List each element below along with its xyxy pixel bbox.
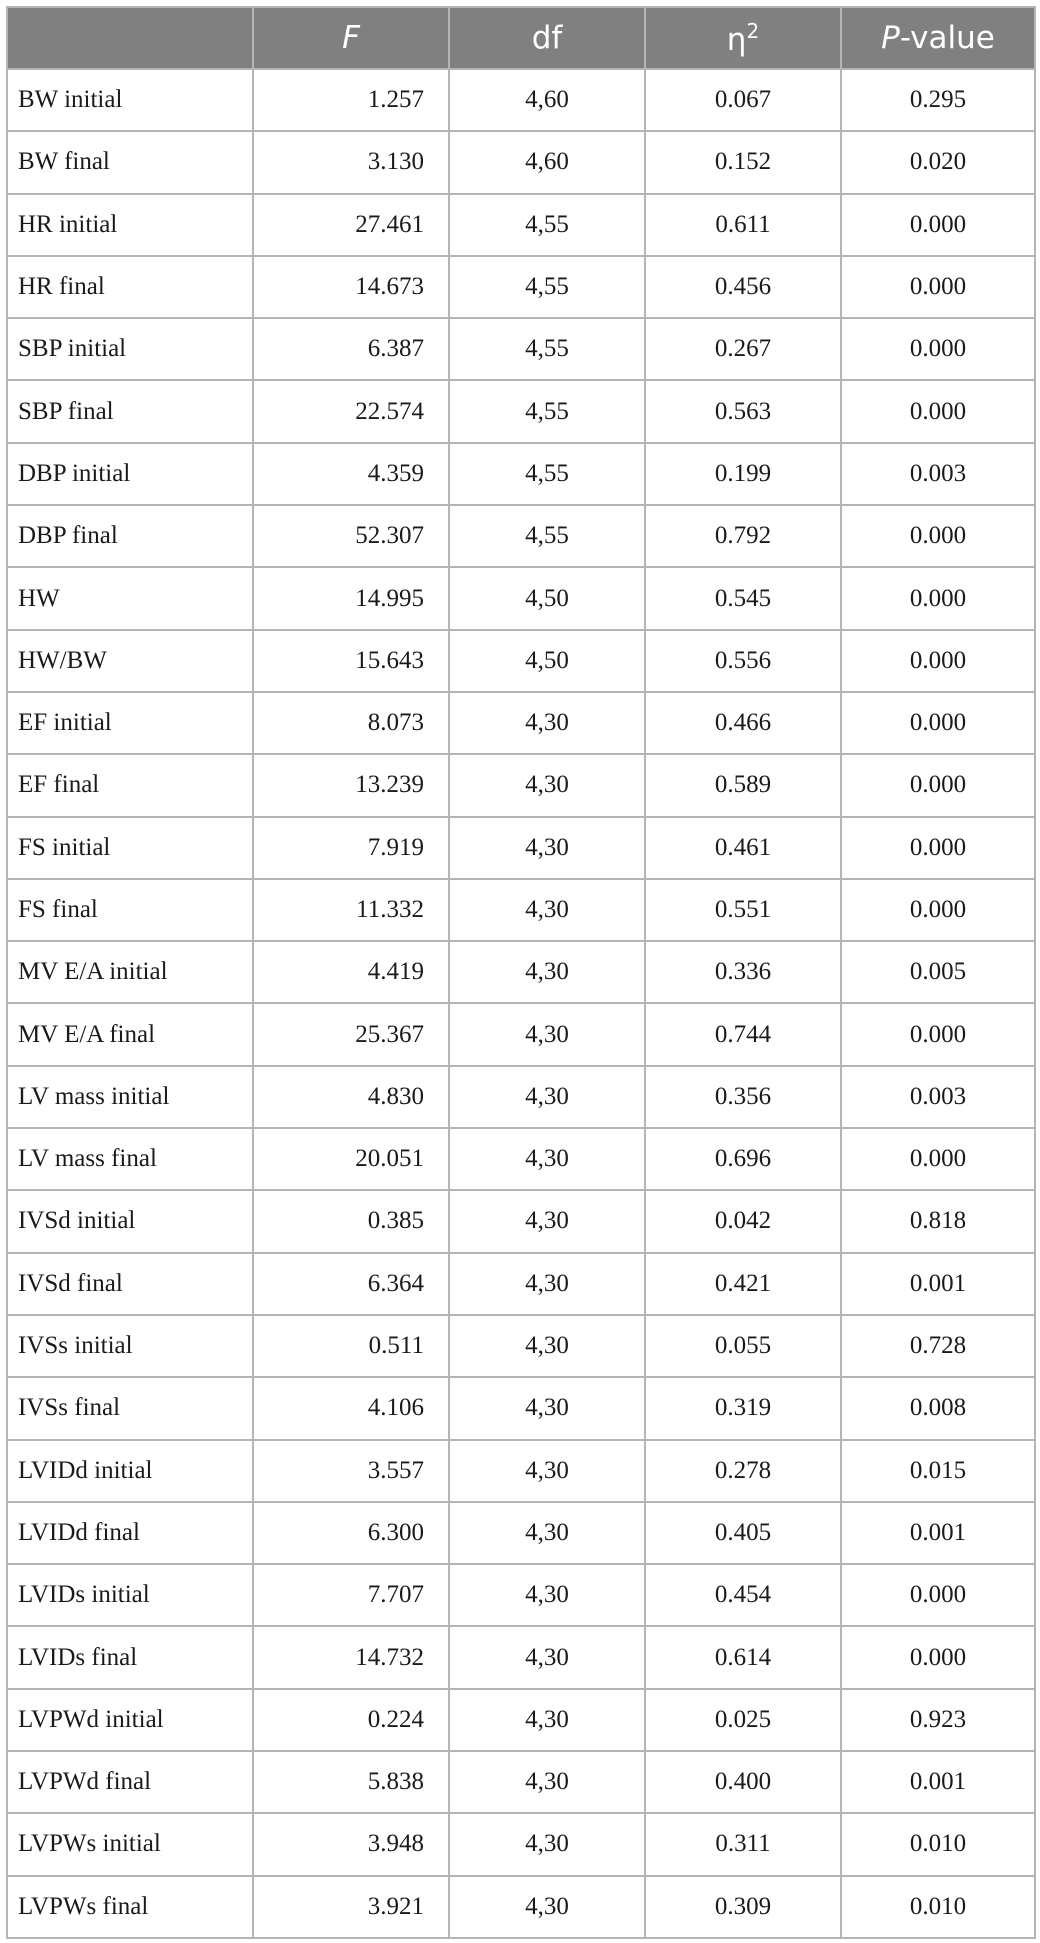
table-row: [7, 817, 1035, 879]
row-label-cell: HW/BW: [7, 630, 253, 692]
row-label-cell: EF final: [7, 754, 253, 816]
eta-squared-cell: 0.152: [645, 131, 841, 193]
eta-squared-cell: 0.466: [645, 692, 841, 754]
row-label-cell: LV mass initial: [7, 1066, 253, 1128]
df-cell: 4,55: [449, 505, 645, 567]
p-value-cell: 0.000: [841, 1128, 1035, 1190]
df-cell: 4,30: [449, 692, 645, 754]
eta-squared-cell: 0.589: [645, 754, 841, 816]
f-statistic-cell: 22.574: [253, 380, 449, 442]
p-value-cell: 0.005: [841, 941, 1035, 1003]
f-statistic-cell: 15.643: [253, 630, 449, 692]
row-label-cell: LVPWd final: [7, 1751, 253, 1813]
row-label-cell: IVSd final: [7, 1253, 253, 1315]
table-row: [7, 256, 1035, 318]
df-cell: 4,55: [449, 443, 645, 505]
row-label-cell: LVIDd initial: [7, 1440, 253, 1502]
table-row: [7, 567, 1035, 629]
f-statistic-cell: 14.673: [253, 256, 449, 318]
row-label-cell: HR initial: [7, 194, 253, 256]
table-row: [7, 69, 1035, 131]
table-row: [7, 1440, 1035, 1502]
header-eta-symbol: η: [726, 21, 747, 58]
p-value-cell: 0.000: [841, 754, 1035, 816]
p-value-cell: 0.000: [841, 630, 1035, 692]
f-statistic-cell: 4.419: [253, 941, 449, 1003]
row-label-cell: SBP initial: [7, 318, 253, 380]
row-label-cell: LVPWd initial: [7, 1689, 253, 1751]
p-value-cell: 0.003: [841, 443, 1035, 505]
eta-squared-cell: 0.311: [645, 1813, 841, 1875]
table-row: [7, 1813, 1035, 1875]
f-statistic-cell: 13.239: [253, 754, 449, 816]
df-cell: 4,30: [449, 1689, 645, 1751]
table-row: [7, 1066, 1035, 1128]
row-label-cell: BW final: [7, 131, 253, 193]
p-value-cell: 0.020: [841, 131, 1035, 193]
eta-squared-cell: 0.199: [645, 443, 841, 505]
table-row: [7, 1502, 1035, 1564]
df-cell: 4,30: [449, 1813, 645, 1875]
table-row: [7, 380, 1035, 442]
statistics-table: [6, 6, 1036, 1939]
p-value-cell: 0.015: [841, 1440, 1035, 1502]
table-row: [7, 754, 1035, 816]
f-statistic-cell: 5.838: [253, 1751, 449, 1813]
row-label-cell: DBP initial: [7, 443, 253, 505]
eta-squared-cell: 0.055: [645, 1315, 841, 1377]
f-statistic-cell: 7.707: [253, 1564, 449, 1626]
header-p-suffix: -value: [899, 20, 995, 56]
df-cell: 4,30: [449, 1876, 645, 1938]
eta-squared-cell: 0.556: [645, 630, 841, 692]
df-cell: 4,55: [449, 256, 645, 318]
table-row: [7, 692, 1035, 754]
p-value-cell: 0.000: [841, 879, 1035, 941]
df-cell: 4,55: [449, 318, 645, 380]
eta-squared-cell: 0.042: [645, 1190, 841, 1252]
f-statistic-cell: 27.461: [253, 194, 449, 256]
df-cell: 4,30: [449, 1377, 645, 1439]
table-row: [7, 941, 1035, 1003]
df-cell: 4,30: [449, 1502, 645, 1564]
row-label-cell: IVSs initial: [7, 1315, 253, 1377]
eta-squared-cell: 0.551: [645, 879, 841, 941]
f-statistic-cell: 52.307: [253, 505, 449, 567]
p-value-cell: 0.923: [841, 1689, 1035, 1751]
f-statistic-cell: 14.995: [253, 567, 449, 629]
table-row: [7, 1003, 1035, 1065]
p-value-cell: 0.000: [841, 505, 1035, 567]
header-eta-exponent: 2: [746, 18, 760, 43]
p-value-cell: 0.295: [841, 69, 1035, 131]
table-row: [7, 194, 1035, 256]
p-value-cell: 0.000: [841, 256, 1035, 318]
f-statistic-cell: 25.367: [253, 1003, 449, 1065]
f-statistic-cell: 4.106: [253, 1377, 449, 1439]
p-value-cell: 0.000: [841, 817, 1035, 879]
eta-squared-cell: 0.461: [645, 817, 841, 879]
df-cell: 4,30: [449, 1315, 645, 1377]
table-row: [7, 505, 1035, 567]
df-cell: 4,30: [449, 941, 645, 1003]
p-value-cell: 0.003: [841, 1066, 1035, 1128]
df-cell: 4,30: [449, 1751, 645, 1813]
df-cell: 4,30: [449, 1190, 645, 1252]
eta-squared-cell: 0.611: [645, 194, 841, 256]
row-label-cell: EF initial: [7, 692, 253, 754]
eta-squared-cell: 0.421: [645, 1253, 841, 1315]
df-cell: 4,60: [449, 131, 645, 193]
row-label-cell: MV E/A initial: [7, 941, 253, 1003]
eta-squared-cell: 0.454: [645, 1564, 841, 1626]
table-body: [7, 69, 1035, 1938]
f-statistic-cell: 3.948: [253, 1813, 449, 1875]
header-eta-squared: [645, 7, 841, 69]
row-label-cell: MV E/A final: [7, 1003, 253, 1065]
eta-squared-cell: 0.744: [645, 1003, 841, 1065]
p-value-cell: 0.001: [841, 1502, 1035, 1564]
f-statistic-cell: 4.830: [253, 1066, 449, 1128]
row-label-cell: IVSd initial: [7, 1190, 253, 1252]
p-value-cell: 0.000: [841, 1564, 1035, 1626]
df-cell: 4,30: [449, 1564, 645, 1626]
header-df: df: [449, 7, 645, 69]
row-label-cell: LVIDs initial: [7, 1564, 253, 1626]
p-value-cell: 0.000: [841, 380, 1035, 442]
row-label-cell: HW: [7, 567, 253, 629]
df-cell: 4,50: [449, 630, 645, 692]
f-statistic-cell: 6.387: [253, 318, 449, 380]
header-p-prefix: P: [881, 20, 900, 56]
f-statistic-cell: 11.332: [253, 879, 449, 941]
f-statistic-cell: 6.364: [253, 1253, 449, 1315]
eta-squared-cell: 0.400: [645, 1751, 841, 1813]
df-cell: 4,55: [449, 380, 645, 442]
df-cell: 4,30: [449, 1626, 645, 1688]
p-value-cell: 0.000: [841, 692, 1035, 754]
f-statistic-cell: 14.732: [253, 1626, 449, 1688]
table-row: [7, 1190, 1035, 1252]
header-label-cell: [7, 7, 253, 69]
df-cell: 4,30: [449, 1440, 645, 1502]
eta-squared-cell: 0.336: [645, 941, 841, 1003]
table-row: [7, 1689, 1035, 1751]
df-cell: 4,30: [449, 1066, 645, 1128]
header-row: [7, 7, 1035, 69]
row-label-cell: BW initial: [7, 69, 253, 131]
f-statistic-cell: 3.921: [253, 1876, 449, 1938]
f-statistic-cell: 7.919: [253, 817, 449, 879]
row-label-cell: LVPWs final: [7, 1876, 253, 1938]
table-row: [7, 1751, 1035, 1813]
row-label-cell: LVIDd final: [7, 1502, 253, 1564]
eta-squared-cell: 0.792: [645, 505, 841, 567]
p-value-cell: 0.000: [841, 318, 1035, 380]
header-f-text: F: [342, 20, 360, 56]
f-statistic-cell: 8.073: [253, 692, 449, 754]
p-value-cell: 0.001: [841, 1253, 1035, 1315]
p-value-cell: 0.010: [841, 1813, 1035, 1875]
row-label-cell: SBP final: [7, 380, 253, 442]
header-f: [253, 7, 449, 69]
table-row: [7, 1626, 1035, 1688]
p-value-cell: 0.000: [841, 1626, 1035, 1688]
eta-squared-cell: 0.309: [645, 1876, 841, 1938]
table-row: [7, 443, 1035, 505]
table-row: [7, 1377, 1035, 1439]
f-statistic-cell: 20.051: [253, 1128, 449, 1190]
df-cell: 4,50: [449, 567, 645, 629]
table-row: [7, 630, 1035, 692]
table-row: [7, 1253, 1035, 1315]
f-statistic-cell: 4.359: [253, 443, 449, 505]
p-value-cell: 0.000: [841, 194, 1035, 256]
df-cell: 4,55: [449, 194, 645, 256]
f-statistic-cell: 0.224: [253, 1689, 449, 1751]
table-row: [7, 1564, 1035, 1626]
eta-squared-cell: 0.278: [645, 1440, 841, 1502]
eta-squared-cell: 0.356: [645, 1066, 841, 1128]
header-p-value: [841, 7, 1035, 69]
df-cell: 4,30: [449, 1128, 645, 1190]
eta-squared-cell: 0.025: [645, 1689, 841, 1751]
f-statistic-cell: 0.385: [253, 1190, 449, 1252]
eta-squared-cell: 0.319: [645, 1377, 841, 1439]
row-label-cell: FS initial: [7, 817, 253, 879]
table-row: [7, 1128, 1035, 1190]
df-cell: 4,30: [449, 879, 645, 941]
f-statistic-cell: 6.300: [253, 1502, 449, 1564]
p-value-cell: 0.008: [841, 1377, 1035, 1439]
row-label-cell: LVPWs initial: [7, 1813, 253, 1875]
row-label-cell: HR final: [7, 256, 253, 318]
row-label-cell: DBP final: [7, 505, 253, 567]
table-row: [7, 1315, 1035, 1377]
df-cell: 4,30: [449, 817, 645, 879]
df-cell: 4,30: [449, 1003, 645, 1065]
eta-squared-cell: 0.456: [645, 256, 841, 318]
row-label-cell: LVIDs final: [7, 1626, 253, 1688]
df-cell: 4,30: [449, 754, 645, 816]
p-value-cell: 0.000: [841, 1003, 1035, 1065]
f-statistic-cell: 3.557: [253, 1440, 449, 1502]
f-statistic-cell: 3.130: [253, 131, 449, 193]
eta-squared-cell: 0.267: [645, 318, 841, 380]
eta-squared-cell: 0.067: [645, 69, 841, 131]
p-value-cell: 0.818: [841, 1190, 1035, 1252]
p-value-cell: 0.010: [841, 1876, 1035, 1938]
table-row: [7, 318, 1035, 380]
table-row: [7, 1876, 1035, 1938]
eta-squared-cell: 0.545: [645, 567, 841, 629]
table-row: [7, 131, 1035, 193]
f-statistic-cell: 0.511: [253, 1315, 449, 1377]
eta-squared-cell: 0.405: [645, 1502, 841, 1564]
eta-squared-cell: 0.563: [645, 380, 841, 442]
table-header: [7, 7, 1035, 69]
p-value-cell: 0.000: [841, 567, 1035, 629]
p-value-cell: 0.001: [841, 1751, 1035, 1813]
f-statistic-cell: 1.257: [253, 69, 449, 131]
p-value-cell: 0.728: [841, 1315, 1035, 1377]
row-label-cell: LV mass final: [7, 1128, 253, 1190]
df-cell: 4,30: [449, 1253, 645, 1315]
row-label-cell: FS final: [7, 879, 253, 941]
row-label-cell: IVSs final: [7, 1377, 253, 1439]
eta-squared-cell: 0.696: [645, 1128, 841, 1190]
df-cell: 4,60: [449, 69, 645, 131]
eta-squared-cell: 0.614: [645, 1626, 841, 1688]
table-row: [7, 879, 1035, 941]
